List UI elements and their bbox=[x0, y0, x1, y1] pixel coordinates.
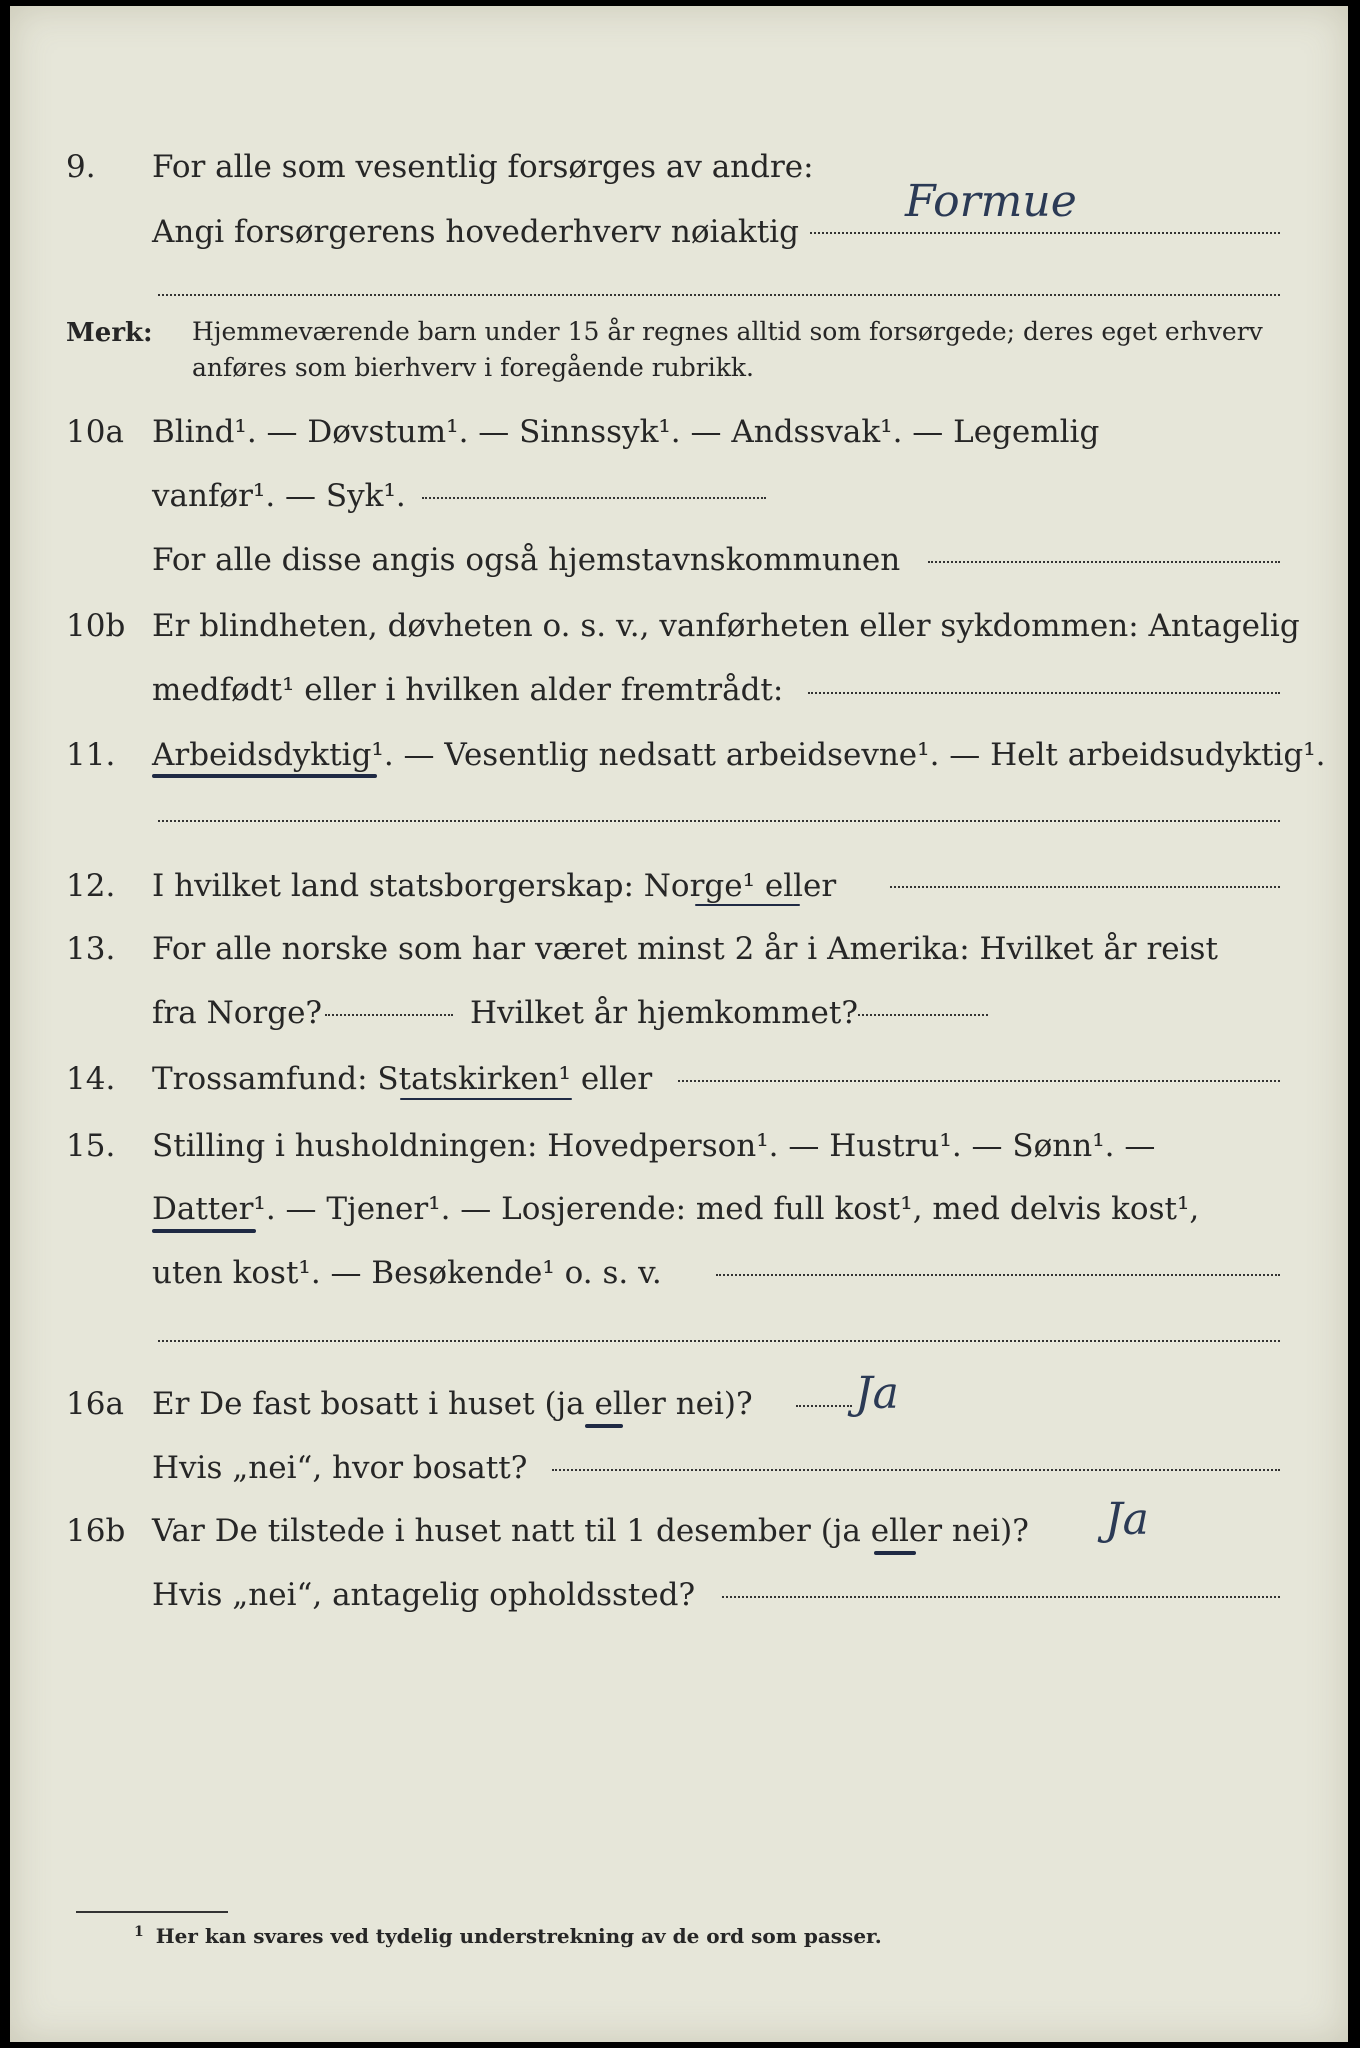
q15-household-position-end: uten kost¹. — Besøkende¹ o. s. v. bbox=[152, 1255, 662, 1291]
q10b-number: 10b bbox=[66, 608, 126, 644]
q16a-underline-mark bbox=[585, 1424, 623, 1428]
q16a-handwritten-answer: Ja bbox=[855, 1368, 899, 1419]
q12-answer-line bbox=[890, 886, 1280, 888]
q13-line2 bbox=[10, 983, 1348, 1043]
q16b-underline-mark bbox=[874, 1551, 916, 1555]
q10a-municipality-line bbox=[928, 561, 1280, 563]
census-form-page bbox=[10, 6, 1348, 2042]
q13-returned-home: Hvilket år hjemkommet? bbox=[470, 995, 858, 1031]
q15-line1 bbox=[10, 1116, 1348, 1176]
q16a-where: Hvis „nei“, hvor bosatt? bbox=[152, 1450, 528, 1486]
q9-number: 9. bbox=[66, 149, 96, 185]
q15-household-position-cont: Datter¹. — Tjener¹. — Losjerende: med full kost¹, med delvis kost¹, bbox=[152, 1191, 1200, 1227]
q16a-number: 16a bbox=[66, 1386, 124, 1422]
q10a-home-municipality: For alle disse angis også hjemstavnskommunen bbox=[152, 542, 901, 578]
q10b-question: Er blindheten, døvheten o. s. v., vanførheten eller sykdommen: Antagelig bbox=[152, 608, 1300, 644]
q12-citizenship: I hvilket land statsborgerskap: Norge¹ eller bbox=[152, 868, 837, 904]
q10a-number: 10a bbox=[66, 414, 124, 450]
footnote-rule bbox=[76, 1911, 228, 1913]
q16b-present: Var De tilstede i huset natt til 1 desember (ja eller nei)? bbox=[152, 1513, 1029, 1549]
q11-underline-mark bbox=[152, 774, 377, 778]
q10b-answer-line bbox=[808, 692, 1280, 694]
q10a-line2 bbox=[10, 466, 1348, 526]
q13-returned-line bbox=[858, 1014, 988, 1016]
q9-line1 bbox=[10, 137, 1348, 197]
q9-heading: For alle som vesentlig forsørges av andre: bbox=[152, 149, 814, 185]
q13-number: 13. bbox=[66, 931, 116, 967]
q16a-line1 bbox=[10, 1374, 1348, 1434]
q15-number: 15. bbox=[66, 1128, 116, 1164]
q15-line3 bbox=[10, 1243, 1348, 1303]
q10b-question-cont: medfødt¹ eller i hvilken alder fremtrådt: bbox=[152, 672, 784, 708]
q16b-handwritten-answer: Ja bbox=[1105, 1494, 1149, 1545]
q16a-answer-line bbox=[796, 1405, 852, 1407]
q10a-line1 bbox=[10, 402, 1348, 462]
q16a-resident: Er De fast bosatt i huset (ja eller nei)? bbox=[152, 1386, 753, 1422]
q10b-line1 bbox=[10, 596, 1348, 656]
q14-number: 14. bbox=[66, 1061, 116, 1097]
q14-underline-mark bbox=[400, 1098, 572, 1100]
q10a-line3 bbox=[10, 530, 1348, 590]
q16b-stay-line bbox=[722, 1596, 1280, 1598]
q9-handwritten-answer: Formue bbox=[905, 176, 1077, 227]
q12-number: 12. bbox=[66, 868, 116, 904]
q15-extra-line bbox=[158, 1340, 1280, 1342]
q11-work-ability: Arbeidsdyktig¹. — Vesentlig nedsatt arbeidsevne¹. — Helt arbeidsudyktig¹. bbox=[152, 737, 1326, 773]
q9-extra-line bbox=[158, 294, 1280, 296]
q9-question: Angi forsørgerens hovederhverv nøiaktig bbox=[152, 214, 799, 250]
q10a-answer-line bbox=[422, 497, 766, 499]
q16a-line2 bbox=[10, 1438, 1348, 1498]
q12-underline-mark bbox=[695, 904, 800, 906]
q16a-where-line bbox=[552, 1469, 1280, 1471]
q15-answer-line bbox=[716, 1274, 1280, 1276]
q14-answer-line bbox=[678, 1080, 1280, 1082]
q14-line1 bbox=[10, 1049, 1348, 1109]
q16b-number: 16b bbox=[66, 1513, 126, 1549]
q16b-stay-location: Hvis „nei“, antagelig opholdssted? bbox=[152, 1577, 696, 1613]
q14-religion: Trossamfund: Statskirken¹ eller bbox=[152, 1061, 653, 1097]
merk-note: Hjemmeværende barn under 15 år regnes alltid som forsørgede; deres eget erhverv anføres som bierhverv i foregående rubrikk. bbox=[192, 317, 1263, 382]
q13-america: For alle norske som har været minst 2 år i Amerika: Hvilket år reist bbox=[152, 931, 1218, 967]
q11-number: 11. bbox=[66, 737, 116, 773]
q9-answer-line bbox=[810, 232, 1280, 234]
q10a-conditions: Blind¹. — Døvstum¹. — Sinnssyk¹. — Andssvak¹. — Legemlig bbox=[152, 414, 1100, 450]
footnote-mark: 1 bbox=[134, 1924, 144, 1940]
q13-left-norway: fra Norge? bbox=[152, 995, 323, 1031]
q11-extra-line bbox=[158, 820, 1280, 822]
q10a-conditions-cont: vanfør¹. — Syk¹. bbox=[152, 478, 406, 514]
q15-household-position: Stilling i husholdningen: Hovedperson¹. — Hustru¹. — Sønn¹. — bbox=[152, 1128, 1156, 1164]
footnote bbox=[134, 1924, 882, 1948]
q16b-line2 bbox=[10, 1565, 1348, 1625]
footnote-text: Her kan svares ved tydelig understrekning av de ord som passer. bbox=[155, 1924, 882, 1948]
q15-underline-mark bbox=[152, 1229, 256, 1233]
merk-label: Merk: bbox=[66, 318, 153, 348]
q10b-line2 bbox=[10, 660, 1348, 720]
q13-line1 bbox=[10, 919, 1348, 979]
q13-left-line bbox=[325, 1014, 453, 1016]
